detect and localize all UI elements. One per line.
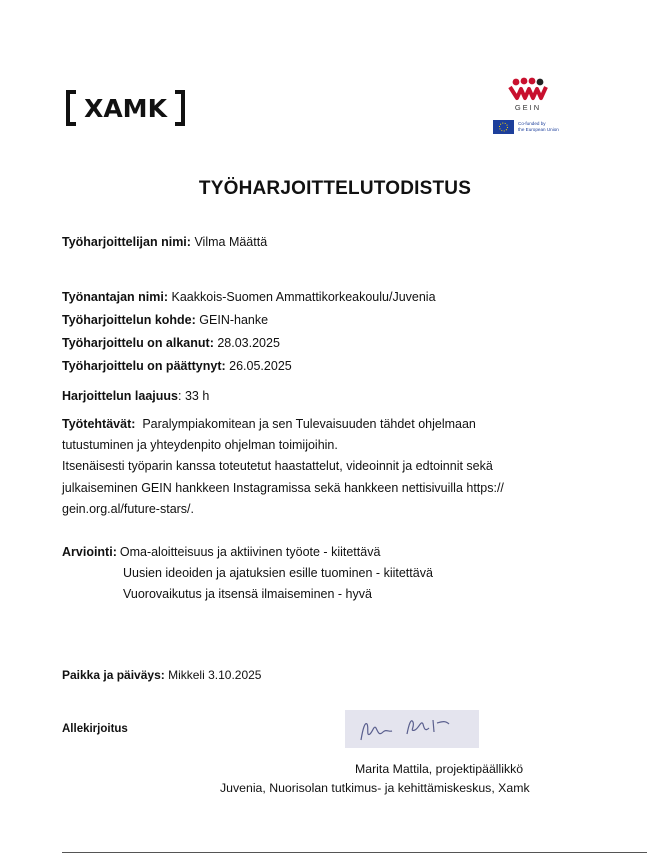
start-line: [62, 336, 280, 350]
evaluation-label: Arviointi:: [62, 545, 117, 559]
employer-label: Työnantajan nimi:: [62, 290, 169, 304]
evaluation-item: Vuorovaikutus ja itsensä ilmaiseminen - hyvä: [123, 587, 372, 601]
xamk-logo-text: XAMK: [84, 94, 167, 123]
signer-org: Juvenia, Nuorisolan tutkimus- ja kehittämiskeskus, Xamk: [220, 781, 530, 795]
tasks-section: [62, 414, 532, 520]
evaluation-item: Oma-aloitteisuus ja aktiivinen työote - kiitettävä: [119, 545, 381, 559]
end-label: Työharjoittelu on päättynyt:: [62, 359, 226, 373]
tasks-line-2: Itsenäisesti työparin kanssa toteutetut haastattelut, videoinnit ja edtoinnit sekä julkaiseminen GEIN hankkeen Instagramissa sekä hankkeen nettisivuilla https:// gein.org.al/future-stars/.: [62, 459, 504, 516]
tasks-paragraph-1: [62, 414, 532, 456]
eu-text-1: Co-funded by: [518, 121, 546, 126]
end-line: [62, 359, 292, 373]
tasks-label: Työtehtävät:: [62, 417, 136, 431]
gein-logo: [488, 76, 578, 144]
trainee-label: Työharjoittelijan nimi:: [62, 235, 191, 249]
target-value: GEIN-hanke: [199, 313, 269, 327]
scope-label: Harjoittelun laajuus: [62, 389, 178, 403]
eu-flag-icon: [493, 120, 514, 134]
signature-label: Allekirjoitus: [62, 723, 128, 735]
signature-image: [345, 710, 479, 748]
place-date-value: Mikkeli 3.10.2025: [168, 668, 262, 682]
target-label: Työharjoittelun kohde:: [62, 313, 196, 327]
footer-divider: [62, 852, 647, 853]
document-title: TYÖHARJOITTELUTODISTUS: [198, 178, 472, 199]
signer-name: Marita Mattila, projektipäällikkö: [355, 762, 524, 776]
gein-text: GEIN: [514, 103, 542, 112]
tasks-line-1: Paralympiakomitean ja sen Tulevaisuuden tähdet ohjelmaan tutustuminen ja yhteydenpito ohjelman toimijoihin.: [62, 417, 476, 453]
employer-value: Kaakkois-Suomen Ammattikorkeakoulu/Juvenia: [171, 290, 436, 304]
place-date-label: Paikka ja päiväys:: [62, 668, 165, 682]
end-value: 26.05.2025: [229, 359, 292, 373]
scope-line: [62, 389, 209, 403]
start-value: 28.03.2025: [217, 336, 280, 350]
signature-label-line: [62, 723, 128, 735]
trainee-value: Vilma Määttä: [194, 235, 268, 249]
trainee-line: [62, 235, 267, 249]
scope-value: : 33 h: [178, 389, 210, 403]
xamk-logo: [62, 86, 189, 130]
start-label: Työharjoittelu on alkanut:: [62, 336, 214, 350]
eu-text-2: the European Union: [518, 127, 559, 132]
target-line: [62, 313, 268, 327]
employer-line: [62, 290, 436, 304]
place-date-line: [62, 668, 261, 682]
evaluation-section: [62, 542, 433, 605]
evaluation-item: Uusien ideoiden ja ajatuksien esille tuominen - kiitettävä: [123, 566, 433, 580]
